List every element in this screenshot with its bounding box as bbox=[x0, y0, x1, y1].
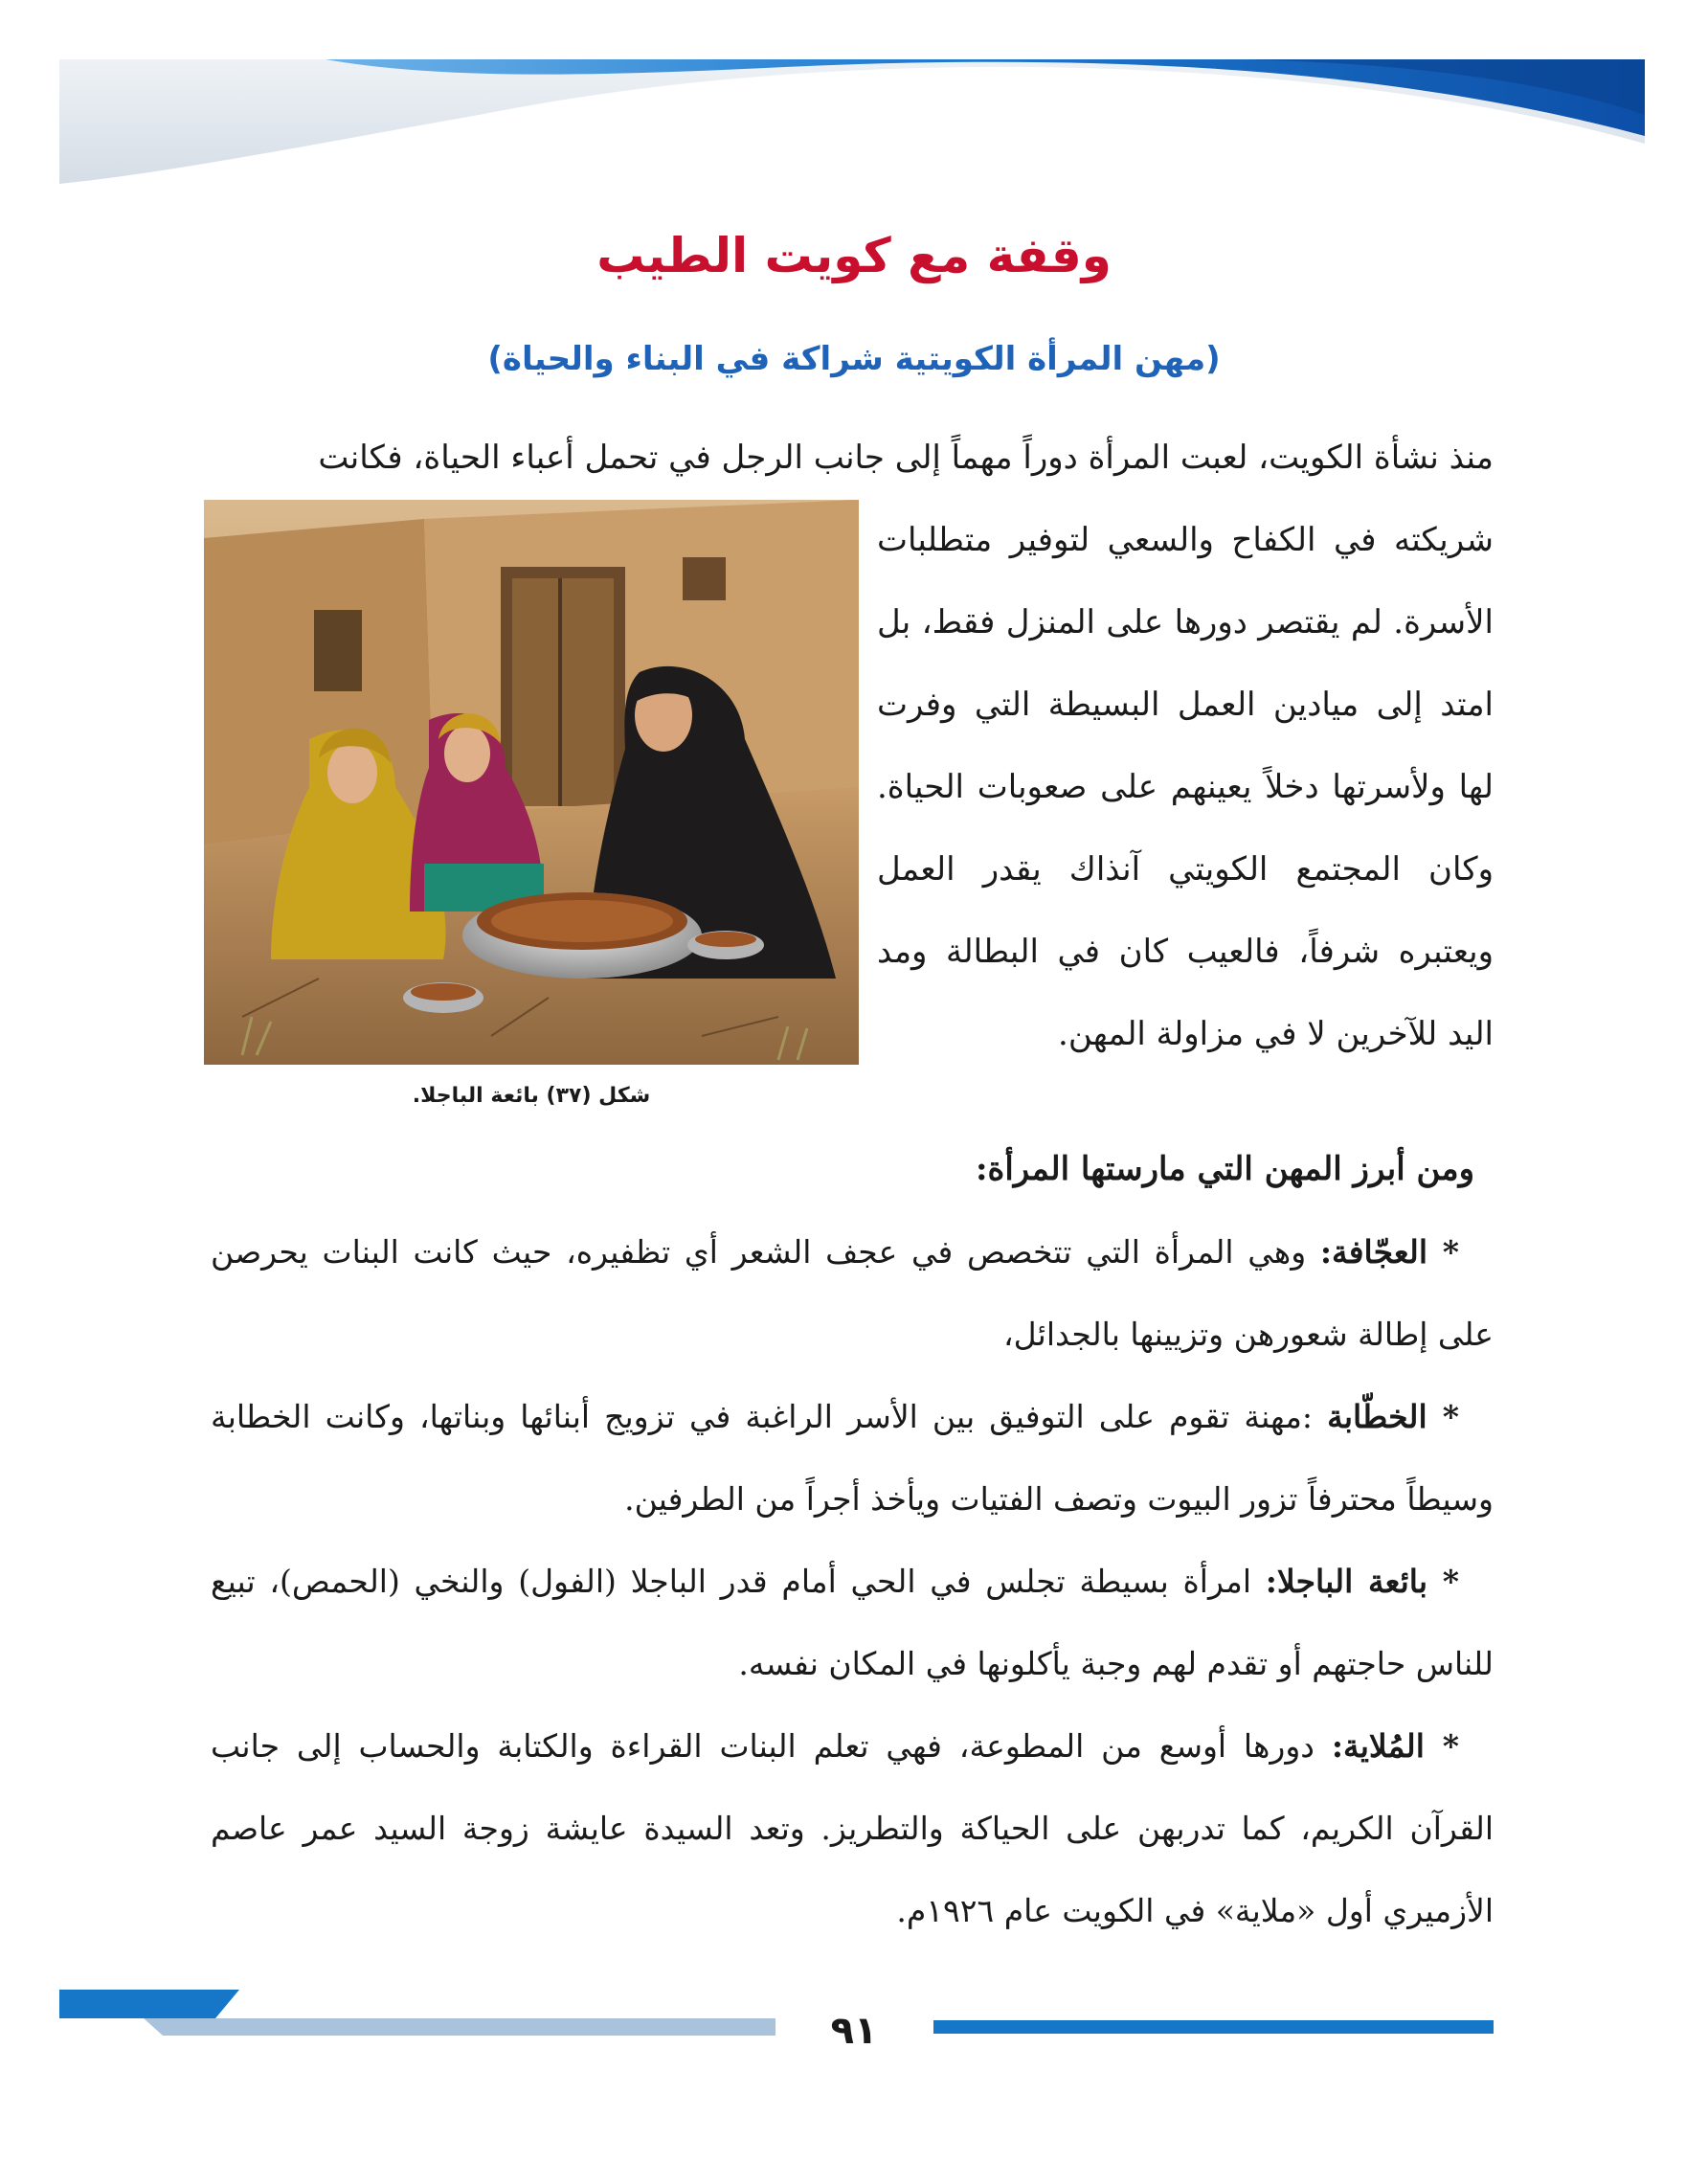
bajilla-seller-illustration bbox=[204, 500, 859, 1065]
profession-term: * بائعة الباجلا: bbox=[1265, 1563, 1459, 1600]
profession-ajjafa bbox=[211, 1211, 1494, 1376]
professions-heading: ومن أبرز المهن التي مارستها المرأة: bbox=[975, 1150, 1474, 1188]
intro-paragraph-first-line: منذ نشأة الكويت، لعبت المرأة دوراً مهماً إلى جانب الرجل في تحمل أعباء الحياة، فكانت bbox=[318, 439, 1494, 477]
figure-caption: شكل (٣٧) بائعة الباجلا. bbox=[412, 1084, 651, 1108]
profession-mullaya bbox=[211, 1705, 1494, 1952]
page-title: وقفة مع كويت الطيب bbox=[596, 228, 1112, 283]
profession-description: وهي المرأة التي تتخصص في عجف الشعر أي تظفيره، حيث كانت البنات يحرصن على إطالة شعورهن وتزيينها بالجدائل، bbox=[211, 1233, 1494, 1353]
profession-description: :مهنة تقوم على التوفيق بين الأسر الراغبة في تزويج أبنائها وبناتها، وكانت الخطابة وسيطاً محترفاً تزور البيوت وتصف الفتيات ويأخذ أجراً من الطرفين. bbox=[211, 1398, 1494, 1518]
intro-paragraph-body: شريكته في الكفاح والسعي لتوفير متطلبات الأسرة. لم يقتصر دورها على المنزل فقط، بل امتد إلى ميادين العمل البسيطة التي وفرت لها ولأسرتها دخلاً يعينهم على صعوبات الحياة. وكان المجتمع الكويتي آنذاك يقدر العمل ويعتبره شرفاً، فالعيب كان في البطالة ومد اليد للآخرين لا في مزاولة المهن. bbox=[877, 521, 1494, 1053]
header-wave-band bbox=[0, 0, 1708, 220]
profession-term: * العجّافة: bbox=[1319, 1233, 1459, 1271]
profession-bajilla-seller bbox=[211, 1541, 1494, 1705]
profession-term: * الخطّابة bbox=[1327, 1398, 1459, 1435]
page-number: ٩١ bbox=[830, 2009, 878, 2053]
profession-term: * المُلاية: bbox=[1331, 1727, 1459, 1765]
profession-khattaba bbox=[211, 1376, 1494, 1541]
profession-description: امرأة بسيطة تجلس في الحي أمام قدر الباجلا (الفول) والنخي (الحمص)، تبيع للناس حاجتهم أو تقدم لهم وجبة يأكلونها في المكان نفسه. bbox=[211, 1563, 1494, 1682]
section-subtitle: (مهن المرأة الكويتية شراكة في البناء والحياة) bbox=[487, 340, 1221, 378]
professions-list bbox=[211, 1211, 1494, 1952]
profession-description: دورها أوسع من المطوعة، فهي تعلم البنات القراءة والكتابة والحساب إلى جانب القرآن الكريم، كما تدربهن على الحياكة والتطريز. وتعد السيدة عايشة زوجة السيد عمر عاصم الأزميري أول «ملاية» في الكويت عام ١٩٢٦م. bbox=[211, 1727, 1494, 1929]
